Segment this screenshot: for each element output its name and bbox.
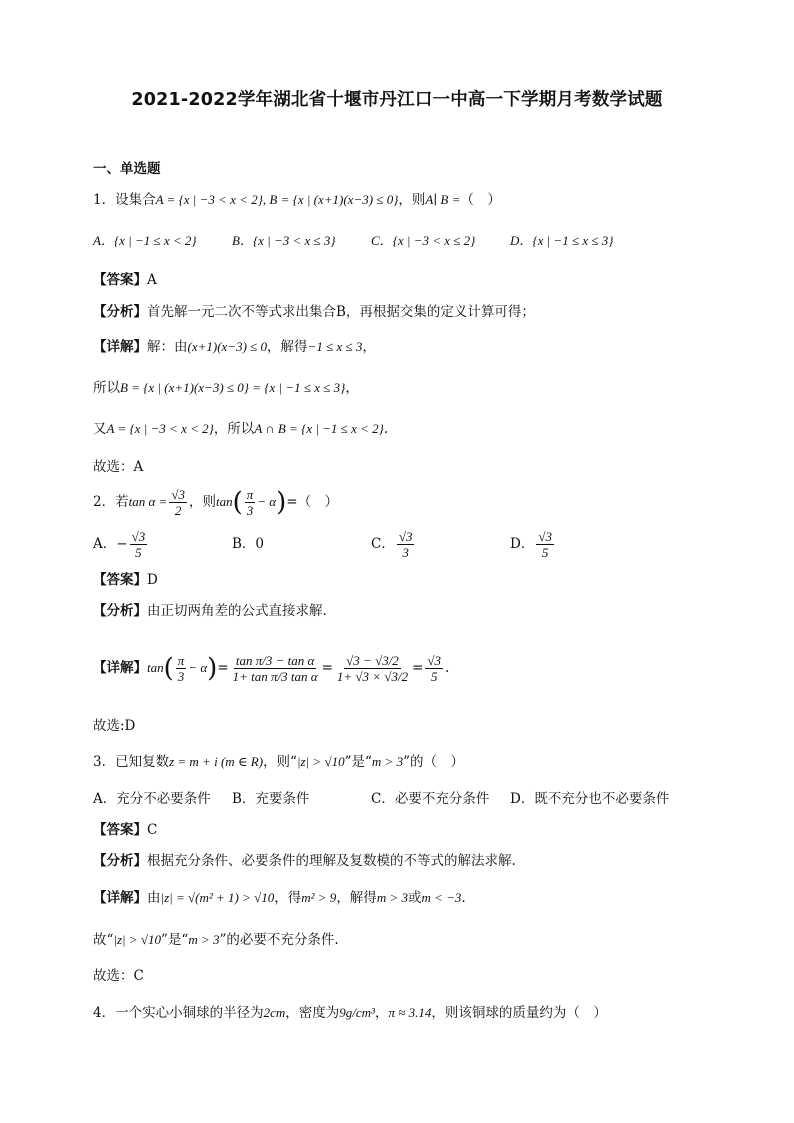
fraction: $\frac{√3}{5}$ — [427, 653, 442, 684]
q3-option-a: A．充分不必要条件 — [93, 791, 211, 807]
q1-option-a: A．{x | −1 ≤ x < 2} — [93, 233, 197, 248]
q1-analysis: 【分析】首先解一元二次不等式求出集合B，再根据交集的定义计算可得； — [93, 304, 535, 320]
q3-option-c: C．必要不充分条件 — [371, 791, 490, 807]
q1-option-d: D．{x | −1 ≤ x ≤ 3} — [510, 233, 614, 248]
fraction: $\frac{√3 - √3/2}{1+ √3 \times √3/2}$ — [336, 653, 409, 684]
fraction: $\frac{\text{tan π/3 − tan α}}{\text{1+ tan π/3 tan α}}$ — [232, 653, 318, 684]
q2-option-c: C． $\frac{√3}{3}$ — [371, 529, 413, 560]
q1-detail: 【详解】解：由(x+1)(x−3) ≤ 0，解得−1 ≤ x ≤ 3， — [93, 339, 376, 355]
q3-detail-line-2: 故“|z| > √10”是“m > 3”的必要不充分条件. — [93, 932, 339, 948]
q3-conclusion: 故选：C — [93, 968, 144, 984]
q2-detail: 【详解】tan( $\frac{\pi}{3}$ − α)= $\frac{\text{tan π/3 − tan α}}{\text{1+ tan π/3 tan α}}$ = $\frac{√3 - √3/2}{1+ √3 \times √3/2}$ = $\frac{√3}{5}$ . — [93, 653, 450, 684]
q3-option-b: B．充要条件 — [232, 791, 310, 807]
q1-option-b: B．{x | −3 < x ≤ 3} — [232, 233, 336, 248]
q2-analysis: 【分析】由正切两角差的公式直接求解. — [93, 603, 327, 619]
q1-detail-line-2: 所以B = {x | (x+1)(x−3) ≤ 0} = {x | −1 ≤ x ≤ 3}， — [93, 380, 359, 396]
q2-conclusion: 故选:D — [93, 718, 136, 734]
q2-answer: 【答案】D — [93, 572, 158, 588]
q3-detail: 【详解】由|z| = √(m² + 1) > √10，得m² > 9，解得m > 3或m < −3. — [93, 890, 466, 906]
question-4-stem: 4．一个实心小铜球的半径为2cm，密度为9g/cm³，π ≈ 3.14，则该铜球的质量约为（ ） — [93, 1005, 607, 1021]
fraction: $\frac{\pi}{3}$ — [246, 487, 254, 518]
q1-conclusion: 故选：A — [93, 459, 144, 475]
question-3-stem: 3．已知复数z = m + i (m ∈ R)，则“|z| > √10”是“m > 3”的（ ） — [93, 754, 464, 770]
q1-answer: 【答案】A — [93, 272, 157, 288]
q3-option-d: D．既不充分也不必要条件 — [510, 791, 670, 807]
q3-analysis: 【分析】根据充分条件、必要条件的理解及复数模的不等式的解法求解. — [93, 853, 516, 869]
fraction: $\frac{√3}{2}$ — [171, 487, 185, 518]
q2-option-b: B．0 — [232, 536, 265, 552]
q3-answer: 【答案】C — [93, 822, 158, 838]
question-1-stem: 1．设集合A = {x | −3 < x < 2}, B = {x | (x+1)(x−3) ≤ 0}，则A∣ B =（ ） — [93, 192, 501, 208]
q2-option-d: D． $\frac{√3}{5}$ — [510, 529, 552, 560]
q1-option-c: C．{x | −3 < x ≤ 2} — [371, 233, 476, 248]
q2-option-a: A．− $\frac{√3}{5}$ — [93, 529, 146, 560]
page-title: 2021-2022学年湖北省十堰市丹江口一中高一下学期月考数学试题 — [131, 90, 663, 110]
q1-detail-line-3: 又A = {x | −3 < x < 2}，所以A ∩ B = {x | −1 ≤ x < 2}. — [93, 421, 389, 437]
question-2-stem: 2．若tan α = $\frac{√3}{2}$ ，则tan( $\frac{\pi}{3}$ − α)=（ ） — [93, 487, 339, 518]
section-heading: 一、单选题 — [93, 161, 161, 177]
